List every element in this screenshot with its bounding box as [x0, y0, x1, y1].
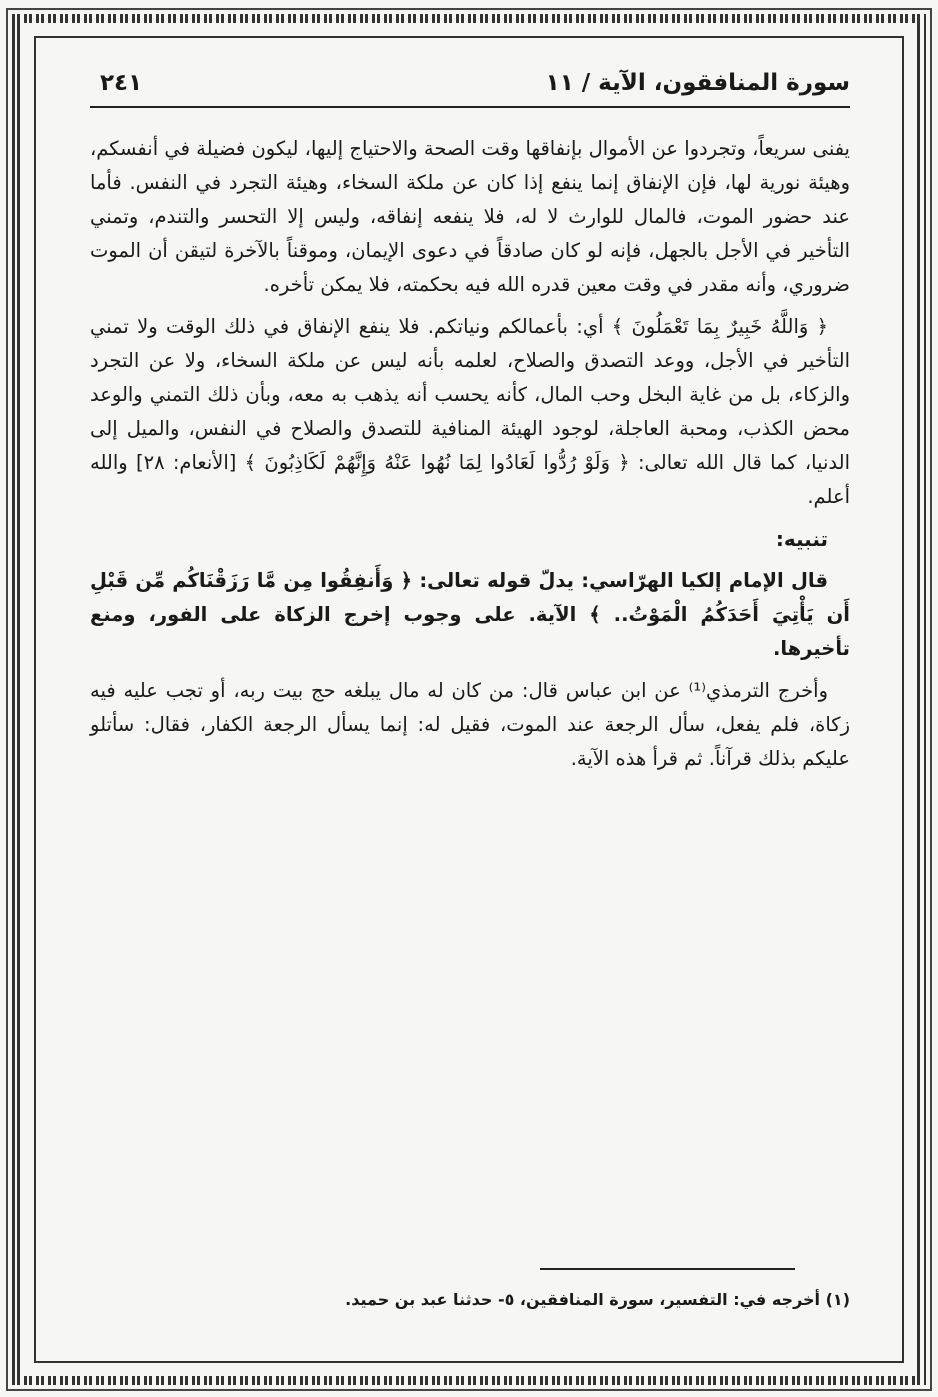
paragraph-1: يفنى سريعاً، وتجردوا عن الأموال بإنفاقها وقت الصحة والاحتياج إليها، ليكون فضيلة في أنفسكم، وهيئة نورية لها، فإن الإنفاق إنما ينفع إذا كان عن ملكة السخاء، وهيئة التجرد في النفس. فأما عند حضور الموت، فالمال للوارث لا له، فلا ينفعه إنفاقه، وليس إلا التحسر والتندم، وتمني التأخير في الأجل بالجهل، فإنه لو كان صادقاً في دعوى الإيمان، وموقناً بالآخرة لتيقن أن الموت ضروري، وأنه مقدر في وقت معين قدره الله فيه بحكمته، فلا يمكن تأخره.	[90, 137, 850, 296]
tirmidhi-paragraph: وأخرج الترمذي⁽¹⁾ عن ابن عباس قال: من كان له مال يبلغه حج بيت ربه، أو تجب عليه فيه زكاة، فلم يفعل، سأل الرجعة عند الموت، فقيل له: إنما يسأل الرجعة الكفار، فقال: سأتلو عليكم بذلك قرآناً. ثم قرأ هذه الآية.	[90, 679, 850, 770]
page-content	[90, 70, 850, 784]
running-header	[90, 70, 850, 108]
paragraph-2: ﴿ وَاللَّهُ خَبِيرٌ بِمَا تَعْمَلُونَ ﴾ أي: بأعمالكم ونياتكم. فلا ينفع الإنفاق في ذلك الوقت ولا تمني التأخير في الأجل، ووعد التصدق والصلاح، لعلمه بأنه ليس عن ملكة السخاء، ولا عن التجرد والزكاء، بل من غاية البخل وحب المال، كأنه يحسب أنه يذهب به معه، وبأن ذلك التمني والوعد محض الكذب، ومحبة العاجلة، لوجود الهيئة المنافية للتصدق والصلاح في النفس، والميل إلى الدنيا، كما قال الله تعالى: ﴿ وَلَوْ رُدُّوا لَعَادُوا لِمَا نُهُوا عَنْهُ وَإِنَّهُمْ لَكَاذِبُونَ ﴾ [الأنعام: ٢٨] والله أعلم.	[90, 315, 850, 508]
footnote-divider	[540, 1268, 795, 1270]
surah-title: سورة المنافقون، الآية / ١١	[545, 70, 850, 96]
page-number: ٢٤١	[100, 70, 143, 96]
section-heading: تنبيه:	[775, 527, 828, 551]
footnote: (١) أخرجه في: التفسير، سورة المنافقين، ٥- حدثنا عبد بن حميد.	[345, 1290, 850, 1309]
tanbih-paragraph: قال الإمام إلكيا الهرّاسي: يدلّ قوله تعالى: ﴿ وَأَنفِقُوا مِن مَّا رَزَقْنَاكُم مِّن قَبْلِ أَن يَأْتِيَ أَحَدَكُمُ الْمَوْتُ.. ﴾ الآية. على وجوب إخرج الزكاة على الفور، ومنع تأخيرها.	[90, 569, 850, 660]
main-text	[90, 132, 850, 776]
